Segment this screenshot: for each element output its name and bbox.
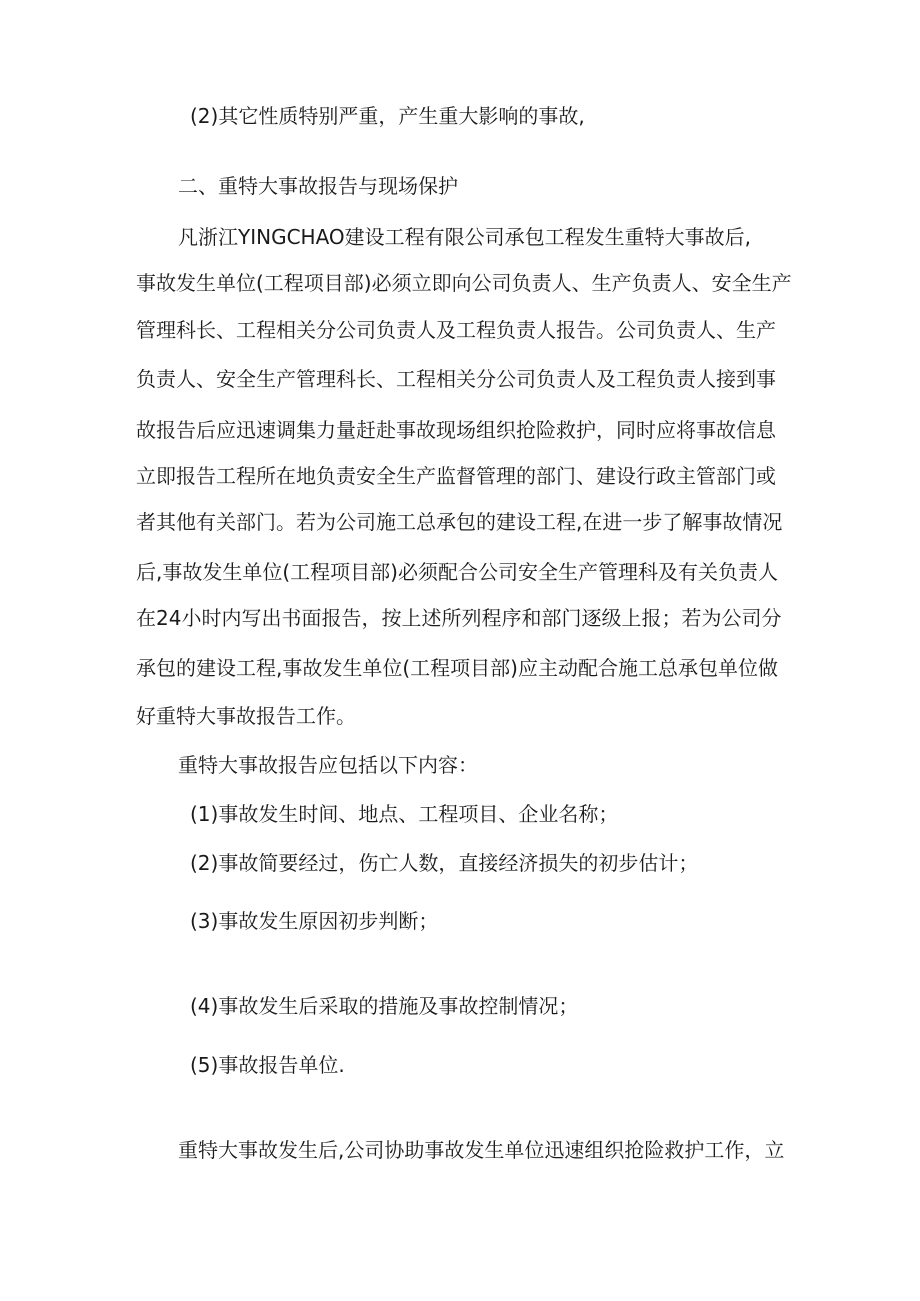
list-item: (4)事故发生后采取的措施及事故控制情况； bbox=[190, 994, 579, 1018]
paragraph-line: 负责人、安全生产管理科长、工程相关分公司负责人及工程负责人接到事 bbox=[136, 367, 776, 391]
paragraph-line: 立即报告工程所在地负责安全生产监督管理的部门、建设行政主管部门或 bbox=[136, 464, 776, 488]
section-heading: 二、重特大事故报告与现场保护 bbox=[178, 174, 458, 198]
paragraph-line: 凡浙江YINGCHAO建设工程有限公司承包工程发生重特大事故后, bbox=[178, 225, 752, 249]
closing-paragraph-line: 重特大事故发生后,公司协助事故发生单位迅速组织抢险救护工作，立 bbox=[178, 1138, 785, 1162]
list-item: (3)事故发生原因初步判断； bbox=[190, 909, 439, 933]
paragraph-line: 在24小时内写出书面报告，按上述所列程序和部门逐级上报；若为公司分 bbox=[136, 606, 782, 630]
paragraph-line: 后,事故发生单位(工程项目部)必须配合公司安全生产管理科及有关负责人 bbox=[136, 560, 778, 584]
paragraph-line: 承包的建设工程,事故发生单位(工程项目部)应主动配合施工总承包单位做 bbox=[136, 656, 778, 680]
list-item: (5)事故报告单位. bbox=[190, 1053, 345, 1077]
paragraph-line: 故报告后应迅速调集力量赶赴事故现场组织抢险救护，同时应将事故信息 bbox=[136, 418, 776, 442]
list-item: (1)事故发生时间、地点、工程项目、企业名称； bbox=[190, 802, 619, 826]
list-item-serious-accident: (2)其它性质特别严重，产生重大影响的事故, bbox=[190, 104, 585, 128]
report-contents-intro: 重特大事故报告应包括以下内容： bbox=[178, 753, 478, 777]
paragraph-line: 事故发生单位(工程项目部)必须立即向公司负责人、生产负责人、安全生产 bbox=[136, 271, 792, 295]
paragraph-line: 者其他有关部门。若为公司施工总承包的建设工程,在进一步了解事故情况 bbox=[136, 510, 783, 534]
paragraph-line: 管理科长、工程相关分公司负责人及工程负责人报告。公司负责人、生产 bbox=[136, 318, 776, 342]
list-item: (2)事故简要经过，伤亡人数，直接经济损失的初步估计； bbox=[190, 851, 699, 875]
paragraph-line: 好重特大事故报告工作。 bbox=[136, 704, 356, 728]
